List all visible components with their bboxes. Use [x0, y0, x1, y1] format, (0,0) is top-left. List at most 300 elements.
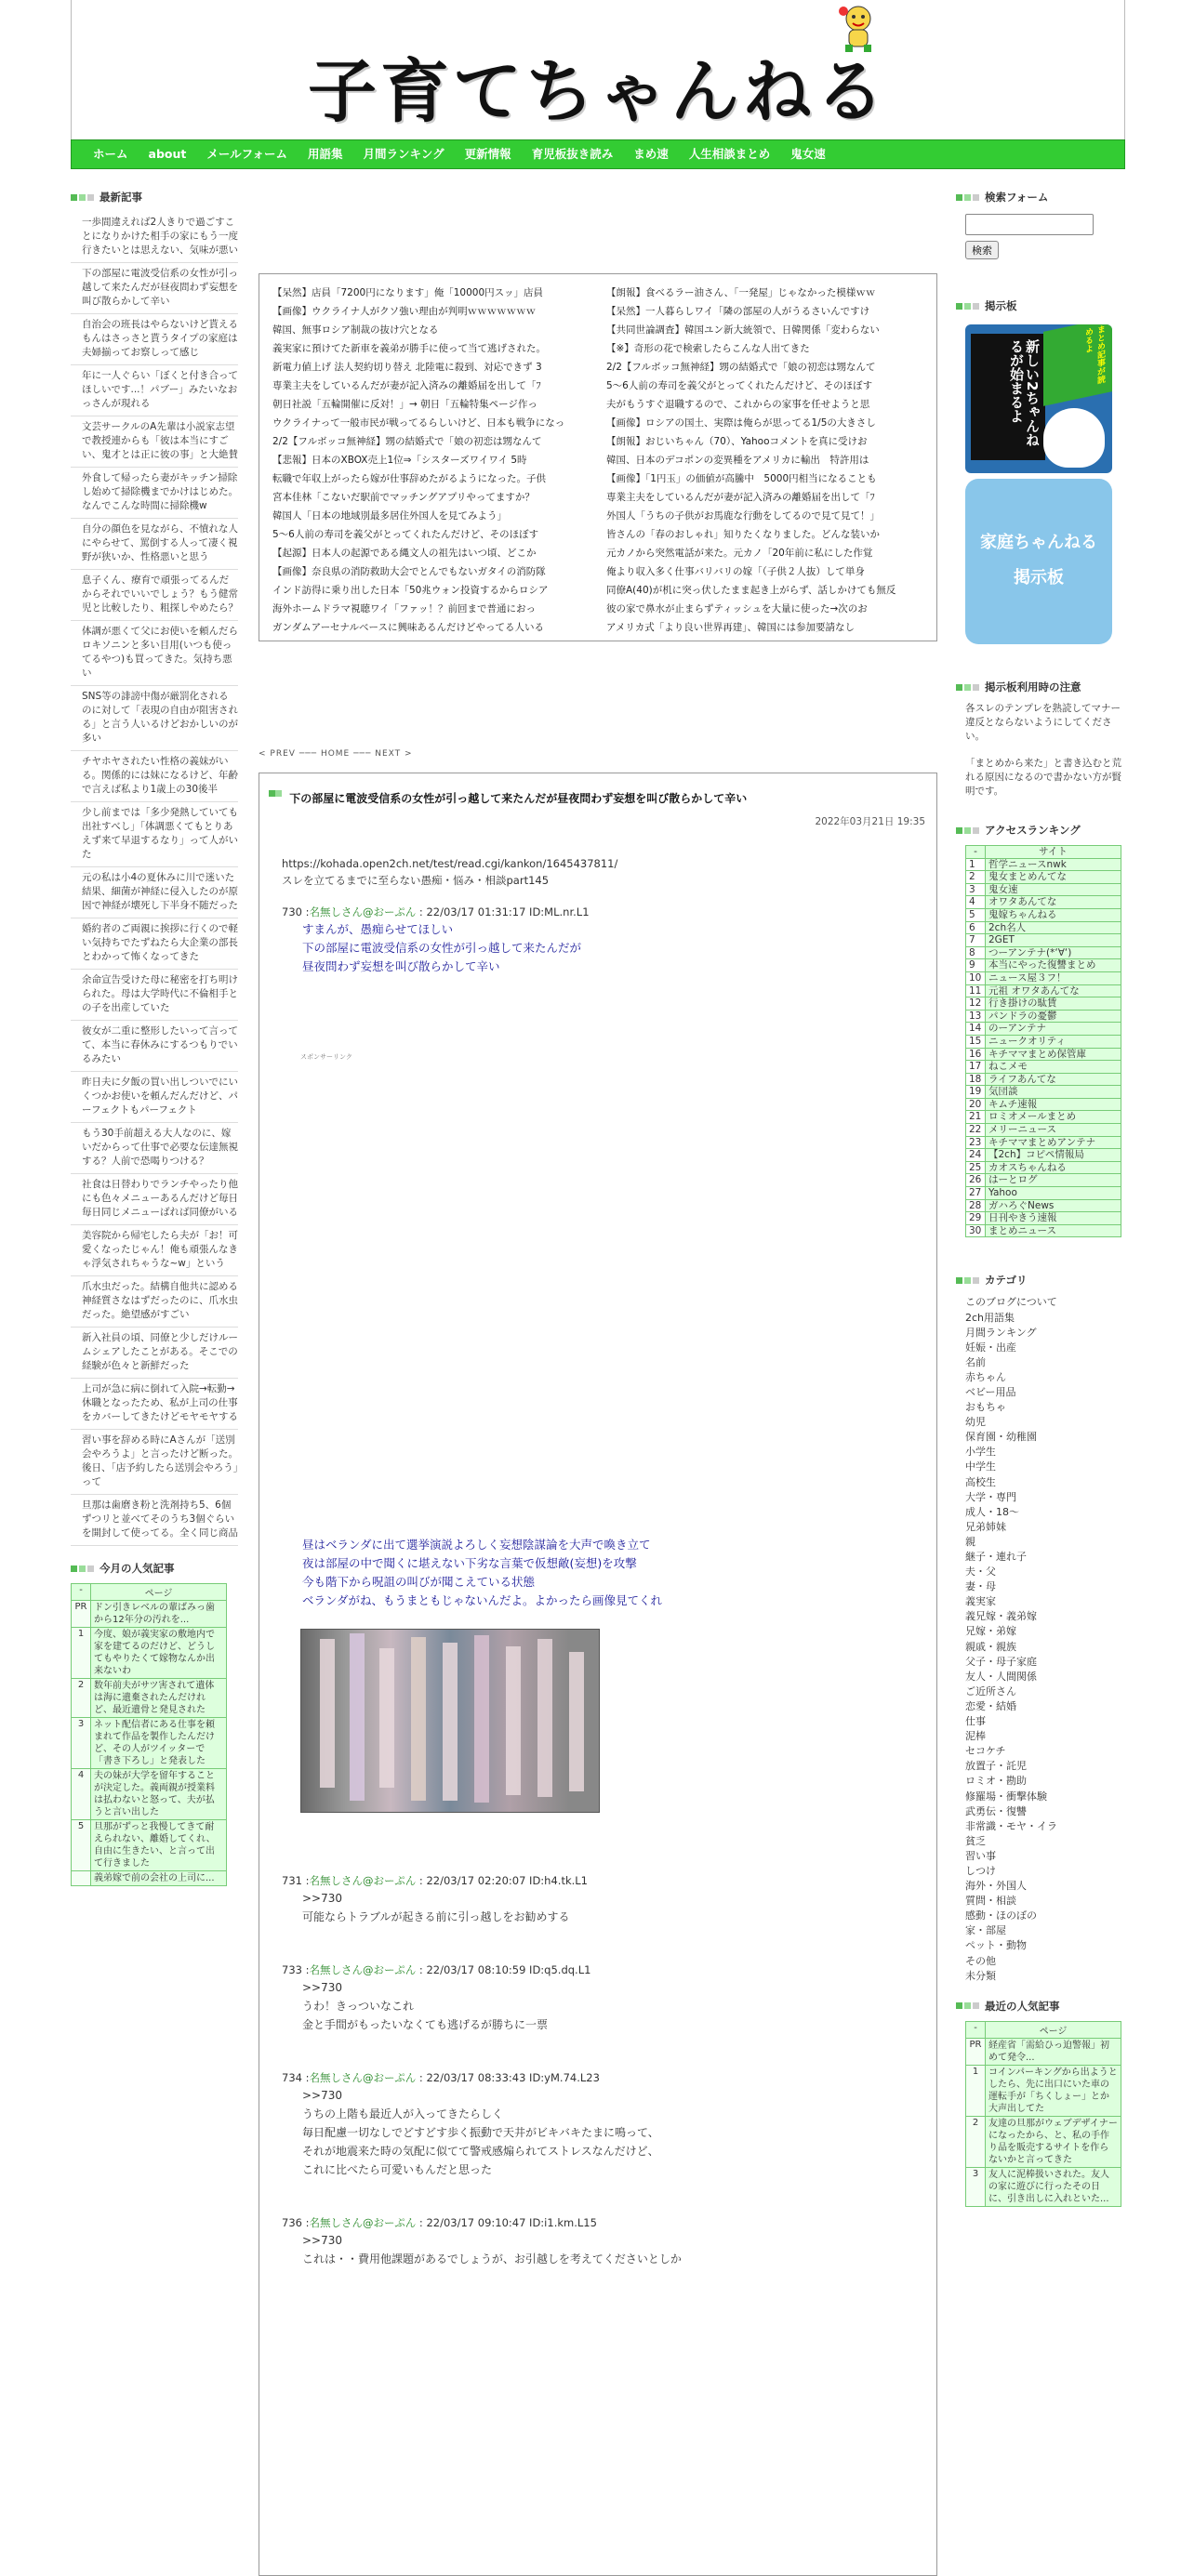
post-text: 金と手間がもったいなくても逃げるが勝ちに一票 [302, 2018, 549, 2031]
ranked-site-link[interactable]: 鬼女速 [986, 883, 1121, 896]
table-row[interactable] [966, 984, 1121, 997]
recent-articles-list [71, 212, 238, 1546]
ranked-site-link[interactable]: 本当にやった復讐まとめ [986, 959, 1121, 972]
section-title-board: 掲示板 [956, 298, 1123, 313]
ticker-headline-link[interactable]: アメリカ式「より良い世界再建」、韓国には参加要請なし [606, 622, 856, 633]
rank-number: 14 [966, 1023, 986, 1036]
section-title-access: アクセスランキング [956, 823, 1123, 838]
nav-updates[interactable]: 更新情報 [464, 147, 511, 161]
post-meta: 22/03/17 08:33:43 ID:yM.74.L23 [426, 2071, 600, 2084]
ticker-headline-link[interactable]: 同僚A(40)が机に突っ伏したまま起き上がらず、話しかけても無反 [606, 585, 896, 596]
ticker-headline-link[interactable]: 【悲報】日本のXBOX売上1位⇒「シスターズワイワイ 5時 [272, 455, 527, 466]
rank-number: 29 [966, 1212, 986, 1225]
poster-name: 名無しさん@おーぷん [309, 905, 417, 918]
ticker-headline-link[interactable]: 朝日社説「五輪開催に反対！」→ 朝日「五輪特集ページ作っ [272, 399, 537, 410]
category-link[interactable]: 非常識・モヤ・イラ [965, 1819, 1057, 1832]
category-link[interactable]: 兄嫁・弟嫁 [965, 1625, 1016, 1638]
ranked-article-link[interactable]: 今度、娘が義実家の敷地内で家を建てるのだけど、どうしてもやりたくて嫁物なんか出来ないわ [91, 1628, 227, 1679]
nav-home[interactable]: ホーム [93, 147, 128, 161]
recent-article-link[interactable]: 年に一人ぐらい「ぼくと付き合ってほしいです...！パブー」みたいなおっさんが現れる [71, 365, 238, 416]
table-row[interactable] [72, 1718, 227, 1769]
ranked-site-link[interactable]: ライフあんてな [986, 1073, 1121, 1086]
search-form [965, 214, 1123, 259]
recent-article-link[interactable]: 美容院から帰宅したら夫が「お！可愛くなったじゃん！俺も頑張んなきゃ浮気されちゃうな~w」という [71, 1225, 238, 1276]
recent-article-link[interactable]: 体調が悪くて父にお使いを頼んだらロキソニンと多い目用(いつも使ってるやつ)も買ってきた。気持ち悪い [71, 621, 238, 686]
rank-number: 16 [966, 1048, 986, 1061]
ticker-headline-link[interactable]: 【呆然】一人暮らしワイ「隣の部屋の人がうるさいんですけ [606, 306, 870, 317]
category-link[interactable]: ペット・動物 [965, 1939, 1027, 1952]
ticker-headline-link[interactable]: 【画像】ウクライナ人がクソ強い理由が判明ｗｗｗｗｗｗｗ [272, 306, 537, 317]
category-link[interactable]: このブログについて [965, 1296, 1057, 1309]
table-row[interactable] [72, 1820, 227, 1871]
category-link[interactable]: ご近所さん [965, 1684, 1016, 1698]
table-row[interactable] [966, 946, 1121, 959]
ranked-site-link[interactable]: 2GET [986, 934, 1121, 947]
post-text: それが地震来た時の気配に似てて警戒感煽られてストレスなんだけど、 [302, 2145, 659, 2158]
ticker-headline-link[interactable]: 元カノから突然電話が来た。元カノ「20年前に私にした作覚 [606, 548, 873, 559]
ticker-headline-link[interactable]: 専業主夫をしているんだが妻が記入済みの離婚届を出して「ﾌ [272, 380, 541, 391]
post-header: 733 :名無しさん@おーぷん : 22/03/17 08:10:59 ID:q5.dq.L1 [282, 1963, 591, 1976]
category-link[interactable]: 貧乏 [965, 1834, 986, 1847]
post [282, 2214, 925, 2268]
banner-text: 新しい2ちゃんねるが始まるよ [971, 334, 1045, 460]
rank-number: 15 [966, 1035, 986, 1048]
table-row[interactable] [966, 921, 1121, 934]
table-row[interactable] [966, 1124, 1121, 1137]
table-row[interactable] [966, 1136, 1121, 1149]
category-link[interactable]: 父子・母子家庭 [965, 1655, 1037, 1668]
ticker-headline-link[interactable]: 外国人「うちの子供がお馬鹿な行動をしてるので見て見て！」 [606, 510, 880, 522]
rank-number: 28 [966, 1199, 986, 1212]
category-link[interactable]: 泥棒 [965, 1730, 986, 1743]
ticker-headline-link[interactable]: 夫がもうすぐ退職するので、これからの家事を任せようと思 [606, 399, 870, 410]
rank-number: 12 [966, 997, 986, 1011]
col-header-rank: - [72, 1584, 91, 1601]
table-row[interactable] [966, 2167, 1121, 2206]
table-row[interactable] [966, 1111, 1121, 1124]
rank-number: 3 [966, 883, 986, 896]
section-title-category: カテゴリ [956, 1273, 1123, 1288]
post-text: 昼夜問わず妄想を叫び散らかして辛い [302, 959, 500, 973]
col-header-site: サイト [986, 846, 1121, 859]
table-row[interactable] [966, 871, 1121, 884]
reply-anchor-link[interactable]: >>730 [302, 1892, 343, 1905]
rank-number: 1 [966, 858, 986, 871]
post-header: 736 :名無しさん@おーぷん : 22/03/17 09:10:47 ID:i1.km.L15 [282, 2216, 597, 2229]
table-row[interactable] [966, 1187, 1121, 1200]
category-link[interactable]: 友人・人間関係 [965, 1670, 1037, 1683]
ticker-headline-link[interactable]: 2/2【フルボッコ無神経】甥の結婚式で「娘の初恋は甥なんて [272, 436, 542, 447]
recent-article-link[interactable]: 婚約者のご両親に挨拶に行くので軽い気持ちでたずねたら大企業の部長とわかって怖くなってきた [71, 918, 238, 970]
category-link[interactable]: 義兄嫁・義弟嫁 [965, 1610, 1037, 1623]
ranked-site-link[interactable]: Yahoo [986, 1187, 1121, 1200]
source-thread-title: スレを立てるまでに至らない愚痴・悩み・相談part145 [282, 874, 550, 887]
section-title-recent-popular: 最近の人気記事 [956, 1999, 1123, 2014]
home-link[interactable]: HOME [320, 749, 351, 759]
table-row[interactable] [966, 1149, 1121, 1162]
ranked-site-link[interactable]: 元祖 オワタあんてな [986, 984, 1121, 997]
ticker-headline-link[interactable]: 【朗報】おじいちゃん（70）、Yahooコメントを真に受けお [606, 436, 868, 447]
table-row[interactable] [966, 908, 1121, 921]
table-row[interactable] [966, 1199, 1121, 1212]
recent-article-link[interactable]: 爪水虫だった。結構自他共に認める神経質さなはずだったのに、爪水虫だった。絶望感がすごい [71, 1276, 238, 1328]
category-link[interactable]: 大学・専門 [965, 1490, 1016, 1503]
ranked-site-link[interactable]: キチママまとめ保管庫 [986, 1048, 1121, 1061]
reply-anchor-link[interactable]: >>730 [302, 1981, 343, 1994]
table-row[interactable] [966, 1086, 1121, 1099]
rank-number: 11 [966, 984, 986, 997]
ranked-article-link[interactable]: 友達の旦那がウェブデザイナーになったから、と、私の手作り品を販売するサイトを作らないかと言ってきた [986, 2116, 1121, 2167]
ranked-site-link[interactable]: メリーニュース [986, 1124, 1121, 1137]
category-link[interactable]: 恋愛・結婚 [965, 1699, 1016, 1712]
recent-article-link[interactable]: 彼女が二重に整形したいって言ってて、本当に春休みにするつもりでいるみたい [71, 1021, 238, 1072]
nav-ikuji-digest[interactable]: 育児板抜き読み [531, 147, 614, 161]
recent-article-link[interactable]: チヤホヤされたい性格の義妹がいる。関係的には妹になるけど、年齢で言えば私より1歳上の30後半 [71, 751, 238, 802]
category-link[interactable]: 小学生 [965, 1446, 996, 1459]
nav-about[interactable]: about [148, 147, 187, 161]
rank-number: 17 [966, 1061, 986, 1074]
ticker-headline-link[interactable]: 5～6人前の寿司を義父がとってくれたんだけど、そのほぼす [606, 380, 873, 391]
table-row[interactable] [966, 896, 1121, 909]
rank-number: 2 [966, 2116, 986, 2167]
recent-article-link[interactable]: 余命宣告受けた母に秘密を打ち明けられた。母は大学時代に不倫相手との子を出産していた [71, 970, 238, 1021]
post-text: これは・・費用他課題があるでしょうが、お引越しを考えてくださいとしか [302, 2252, 682, 2266]
article-title[interactable]: 下の部屋に電波受信系の女性が引っ越して来たんだが昼夜問わず妄想を叫び散らかして辛い [269, 790, 936, 806]
recent-article-link[interactable]: 社食は日替わりでランチやったり他にも色々メニューあるんだけど毎日毎日同じメニューばれば同僚がいる [71, 1174, 238, 1225]
rank-number: 8 [966, 946, 986, 959]
post-number: 736 [282, 2216, 302, 2229]
category-link[interactable]: 放置子・託児 [965, 1760, 1027, 1773]
new-2ch-banner[interactable] [965, 324, 1112, 473]
rank-number: 5 [72, 1820, 91, 1871]
table-row[interactable] [966, 1061, 1121, 1074]
ranked-site-link[interactable]: ニュース屋３フ！ [986, 971, 1121, 984]
category-link[interactable]: 妻・母 [965, 1580, 996, 1593]
ticker-headline-link[interactable]: 【起源】日本人の起源である縄文人の祖先はいつ頃、どこか [272, 548, 537, 559]
katei-channel-banner[interactable]: 家庭ちゃんねる 掲示板 [965, 479, 1112, 644]
ranked-site-link[interactable]: キムチ速報 [986, 1098, 1121, 1111]
category-link[interactable]: 中学生 [965, 1460, 996, 1473]
ranked-article-link[interactable]: 旦那がずっと我慢してきて耐えられない、離婚してくれ、自由に生きたい、と言って出て行きました [91, 1820, 227, 1871]
table-row[interactable] [72, 1871, 227, 1886]
category-link[interactable]: 義実家 [965, 1595, 996, 1608]
ticker-headline-link[interactable]: 専業主夫をしているんだが妻が記入済みの離婚届を出して「ﾌ [606, 492, 875, 503]
rank-number: 10 [966, 971, 986, 984]
table-row[interactable] [966, 1035, 1121, 1048]
rank-number: 5 [966, 908, 986, 921]
category-link[interactable]: 幼児 [965, 1416, 986, 1429]
ranked-article-link[interactable]: 経産省「需給ひっ迫警報」初めて発令... [986, 2038, 1121, 2065]
recent-article-link[interactable]: 自分の顔色を見ながら、不憤れな人にやらせて、罵倒する人って凄く視野が狭いか、性格悪いと思う [71, 519, 238, 570]
table-row[interactable] [72, 1601, 227, 1628]
category-link[interactable]: その他 [965, 1954, 996, 1967]
post-number: 734 [282, 2071, 302, 2084]
ticker-headline-link[interactable]: 義実家に預けてた新車を義弟が勝手に使って当て逃げされた。 [272, 343, 546, 354]
category-link[interactable]: 兄弟姉妹 [965, 1520, 1006, 1533]
ticker-headline-link[interactable]: 俺より収入多く仕事バリバリの嫁「（子供２人抜）して単身 [606, 566, 865, 577]
category-list [965, 1295, 1123, 1983]
category-link[interactable]: セコケチ [965, 1745, 1006, 1758]
reply-anchor-link[interactable]: >>730 [302, 2234, 343, 2247]
nav-monthly-ranking[interactable]: 月間ランキング [363, 147, 444, 161]
recent-article-link[interactable]: 昨日夫に夕飯の買い出しついでにいくつかお使いを頼んだんだけど、パーフェクトもパーフェクト [71, 1072, 238, 1123]
ticker-headline-link[interactable]: 【※】奇形の花で検索したらこんな人出てきた [606, 343, 810, 354]
recent-article-link[interactable]: 元の私は小4の夏休みに川で迷いた結果、細菌が神経に侵入したのが原因で神経が壊死し下半身不随だった [71, 867, 238, 918]
table-row[interactable] [966, 997, 1121, 1011]
category-link[interactable]: 妊娠・出産 [965, 1341, 1016, 1354]
ranked-article-link[interactable]: 友人に泥棒扱いされた。友人の家に遊びに行ったその日に、引き出しに入れといた... [986, 2167, 1121, 2206]
table-row[interactable] [966, 1212, 1121, 1225]
ticker-headline-link[interactable]: 韓国、日本のデコポンの変異種をアメリカに輸出 特許用は [606, 455, 869, 466]
rank-number: 6 [966, 921, 986, 934]
ranked-site-link[interactable]: パンドラの憂鬱 [986, 1010, 1121, 1023]
ticker-headline-link[interactable]: 海外ホームドラマ視聴ワイ「ファッ！？前回まで普通におっ [272, 603, 536, 614]
table-row[interactable] [966, 1073, 1121, 1086]
banner-badge: まとめ記事が読めるよ [1043, 324, 1112, 406]
category-link[interactable]: 未分類 [965, 1969, 996, 1982]
category-link[interactable]: 感動・ほのぼの [965, 1909, 1037, 1922]
category-link[interactable]: ベビー用品 [965, 1385, 1016, 1398]
ticker-headline-link[interactable]: 皆さんの「春のおしゃれ」知りたくなりました。どんな装いか [606, 529, 880, 540]
poster-name: 名無しさん@おーぷん [309, 1963, 417, 1976]
rank-number: PR [966, 2038, 986, 2065]
post-header: 730 :名無しさん@おーぷん : 22/03/17 01:31:17 ID:ML.nr.L1 [282, 905, 590, 918]
table-row[interactable] [966, 2116, 1121, 2167]
ranked-site-link[interactable]: カオスちゃんねる [986, 1161, 1121, 1174]
category-link[interactable]: 武勇伝・復讐 [965, 1804, 1027, 1817]
recent-article-link[interactable]: 息子くん、療育で頑張ってるんだからそれでいいでしょう？もう健常児と比較したり、粗探しやめたら？ [71, 570, 238, 621]
ranked-site-link[interactable]: 日刊やきう速報 [986, 1212, 1121, 1225]
post-text: 可能ならトラブルが起きる前に引っ越しをお勧めする [302, 1910, 570, 1923]
rank-number: 23 [966, 1136, 986, 1149]
nav-mailform[interactable]: メールフォーム [206, 147, 288, 161]
ticker-headline-link[interactable]: ガンダムアーセナルベースに興味あるんだけどやってる人いる [272, 622, 545, 633]
recent-article-link[interactable]: 少し前までは「多少発熱していても出社すべし」「体調悪くてもとりあえず来て早退するなり」って人がいた [71, 802, 238, 867]
post-text: ベランダがね、もうまともじゃないんだよ。よかったら画像見てくれ [302, 1593, 663, 1607]
category-link[interactable]: おもちゃ [965, 1401, 1006, 1414]
recent-article-link[interactable]: 一歩間違えれば2人きりで過ごすことになりかけた相手の家にもう一度行きたいとは思えない、気味が悪い [71, 212, 238, 263]
table-row[interactable] [72, 1769, 227, 1820]
category-link[interactable]: 保育園・幼稚園 [965, 1431, 1037, 1444]
post-header: 734 :名無しさん@おーぷん : 22/03/17 08:33:43 ID:yM.74.L23 [282, 2071, 600, 2084]
pager: < PREV ─── HOME ─── NEXT > [259, 749, 413, 759]
category-link[interactable]: 継子・連れ子 [965, 1551, 1027, 1563]
ranked-article-link[interactable]: 義弟嫁で前の会社の上司に... [91, 1871, 227, 1886]
ticker-headline-link[interactable]: 【共同世論調査】韓国ユン新大統領で、日韓関係「変わらない [606, 324, 880, 336]
rank-number: PR [72, 1601, 91, 1628]
ranked-site-link[interactable]: ロミオメールまとめ [986, 1111, 1121, 1124]
recent-article-link[interactable]: もう30手前超える大人なのに、嫁いだからって仕事で必要な伝達無視する？人前で恐喝りつける？ [71, 1123, 238, 1174]
table-row[interactable] [966, 1174, 1121, 1187]
ranked-article-link[interactable]: ドン引きレベルの輩ばみっ歯から12年分の汚れを... [91, 1601, 227, 1628]
ranked-site-link[interactable]: キチママまとめアンテナ [986, 1136, 1121, 1149]
ticker-headline-link[interactable]: 【呆然】店員「7200円になります」俺「10000円スッ」店員 [272, 287, 544, 298]
ticker-headline-link[interactable]: 宮本佳林「こないだ駅前でマッチングアプリやってますか？ [272, 492, 535, 503]
category-link[interactable]: 赤ちゃん [965, 1370, 1006, 1383]
notice-text: 各スレのテンプレを熟読してマナー違反とならないようにしてください。 [965, 703, 1121, 742]
post-text: うちの上階も最近人が入ってきたらしく [302, 2107, 504, 2120]
poster-name: 名無しさん@おーぷん [309, 2071, 417, 2084]
category-link[interactable]: 2ch用語集 [965, 1311, 1015, 1324]
category-link[interactable]: 名前 [965, 1355, 986, 1368]
balcony-photo[interactable] [300, 1629, 600, 1813]
replies [282, 1872, 925, 2268]
category-link[interactable]: 月間ランキング [965, 1326, 1037, 1339]
ticker-headline-link[interactable]: 5～6人前の寿司を義父がとってくれたんだけど、そのほぼす [272, 529, 539, 540]
ticker-headline-link[interactable]: 【画像】「1円玉」の価値が高騰中 5000円相当になることも [606, 473, 877, 484]
rank-number: 25 [966, 1161, 986, 1174]
recent-article-link[interactable]: 習い事を辞める時にAさんが「送別会やろうよ」と言ったけど断った。後日、「店予約したら送別会やろう」って [71, 1430, 238, 1495]
table-row[interactable] [966, 1010, 1121, 1023]
post-text: 今も階下から呪詛の叫びが聞こえている状態 [302, 1575, 536, 1589]
nav-kijosoku[interactable]: 鬼女速 [790, 147, 826, 161]
ranked-site-link[interactable]: つーアンテナ(*‘∀‘) [986, 946, 1121, 959]
table-row[interactable] [966, 2038, 1121, 2065]
recent-article-link[interactable]: 外食して帰ったら妻がキッチン掃除し始めて掃除機までかけはじめた。なんでこんな時間に掃除機w [71, 468, 238, 519]
table-row[interactable] [966, 2065, 1121, 2116]
nav-mamesoku[interactable]: まめ速 [633, 147, 669, 161]
table-row[interactable] [966, 959, 1121, 972]
recent-article-link[interactable]: 新入社員の頃、同僚と少しだけルームシェアしたことがある。そこでの経験が色々と新鮮だった [71, 1328, 238, 1379]
ticker-headline-link[interactable]: 転職で年収上がったら嫁が仕事辞めたがるようになった。子供 [272, 473, 546, 484]
table-row[interactable] [966, 1048, 1121, 1061]
table-row[interactable] [966, 883, 1121, 896]
ticker-headline-link[interactable]: 【画像】奈良県の消防救助大会でとんでもないガタイの消防隊 [272, 566, 546, 577]
ranked-site-link[interactable]: ニュークオリティ [986, 1035, 1121, 1048]
ranked-site-link[interactable]: まとめニュース [986, 1224, 1121, 1237]
recent-article-link[interactable]: 上司が急に病に倒れて入院→転勤→休職となったため、私が上司の仕事をカバーしてきたけどモヤモヤする [71, 1379, 238, 1430]
ranked-article-link[interactable]: ネット配信者にある仕事を頼まれて作品を製作したんだけど、その人がツイッターで「書き下ろし」と発表した [91, 1718, 227, 1769]
poster-name: 名無しさん@おーぷん [309, 2216, 417, 2229]
notice-text: 「まとめから来た」と書き込むと荒れる原因になるので書かない方が賢明です。 [965, 758, 1121, 797]
access-ranking-table [965, 845, 1121, 1237]
category-link[interactable]: 習い事 [965, 1849, 996, 1862]
category-link[interactable]: 高校生 [965, 1475, 996, 1488]
ticker-headline-link[interactable]: インド訪得に乗り出した日本「50兆ウォン投資するからロシア [272, 585, 549, 596]
category-link[interactable]: 質問・相談 [965, 1895, 1016, 1908]
recent-article-link[interactable]: SNS等の誹謗中傷が厳罰化されるのに対して「表現の自由が阻害される」と言う人いるけどおかしいのが多い [71, 686, 238, 751]
ranked-site-link[interactable]: 哲学ニュースnwk [986, 858, 1121, 871]
sponsor-label: スポンサーリンク [300, 1053, 352, 1061]
main-content [259, 182, 939, 2266]
rank-number: 26 [966, 1174, 986, 1187]
category-link[interactable]: 海外・外国人 [965, 1880, 1027, 1893]
post [282, 1872, 925, 1926]
table-row[interactable] [72, 1628, 227, 1679]
post-meta: 22/03/17 09:10:47 ID:i1.km.L15 [426, 2216, 597, 2229]
table-row[interactable] [966, 971, 1121, 984]
rank-number: 4 [72, 1769, 91, 1820]
ranked-site-link[interactable]: はーとログ [986, 1174, 1121, 1187]
category-link[interactable]: ロミオ・勘助 [965, 1775, 1027, 1788]
ranked-site-link[interactable]: 2ch名人 [986, 921, 1121, 934]
search-button[interactable]: 検索 [965, 241, 999, 259]
ticker-headline-link[interactable]: 2/2【フルボッコ無神経】甥の結婚式で「娘の初恋は甥なんて [606, 362, 876, 373]
site-logo[interactable]: 子育てちゃんねる [308, 52, 888, 132]
ticker-headline-link[interactable]: 彼の家で鼻水が止まらずティッシュを大量に使った→次のお [606, 603, 868, 614]
rank-number [72, 1871, 91, 1886]
ranked-site-link[interactable]: ねこメモ [986, 1061, 1121, 1074]
ranked-site-link[interactable]: 【2ch】コピペ情報局 [986, 1149, 1121, 1162]
ranked-site-link[interactable]: 鬼嫁ちゃんねる [986, 908, 1121, 921]
ranked-site-link[interactable]: 気団談 [986, 1086, 1121, 1099]
ticker-headline-link[interactable]: ウクライナって一般市民が戦ってるらしいけど、日本も戦争になっ [272, 417, 565, 429]
category-link[interactable]: 仕事 [965, 1715, 986, 1728]
search-input[interactable] [965, 214, 1094, 235]
ticker-column-left [272, 284, 590, 631]
table-row[interactable] [966, 1161, 1121, 1174]
nav-life-advice[interactable]: 人生相談まとめ [688, 147, 771, 161]
article-body [282, 855, 925, 976]
poster-name: 名無しさん@おーぷん [309, 1874, 417, 1887]
table-row[interactable] [966, 1098, 1121, 1111]
ticker-headline-link[interactable]: 【朗報】食べるラー油さん、「一発屋」じゃなかった模様ｗｗ [606, 287, 876, 298]
ranked-site-link[interactable]: のーアンテナ [986, 1023, 1121, 1036]
col-header-page: ページ [986, 2021, 1121, 2038]
source-url[interactable]: https://kohada.open2ch.net/test/read.cgi/kankon/1645437811/ [282, 857, 618, 870]
nav-glossary[interactable]: 用語集 [308, 147, 343, 161]
ticker-headline-link[interactable]: 韓国人「日本の地域別最多居住外国人を見てみよう」 [272, 510, 507, 522]
ticker-headline-link[interactable]: 韓国、無事ロシア制裁の抜け穴となる [272, 324, 439, 336]
ranked-article-link[interactable]: 数年前夫がサツ害されて遺体は海に遺棄されたんだけれど、最近遺骨と発見された [91, 1679, 227, 1718]
next-link[interactable]: NEXT > [375, 749, 413, 759]
rank-number: 27 [966, 1187, 986, 1200]
reply-anchor-link[interactable]: >>730 [302, 2089, 343, 2102]
article [259, 773, 937, 2576]
rank-number: 30 [966, 1224, 986, 1237]
table-row[interactable] [966, 1224, 1121, 1237]
category-link[interactable]: 家・部屋 [965, 1924, 1006, 1937]
post-text: すまんが、愚痴らせてほしい [302, 922, 454, 936]
ranked-site-link[interactable]: オワタあんてな [986, 896, 1121, 909]
recent-article-link[interactable]: 自治会の班長はやらないけど貰えるもんはさっさと貰うタイプの家庭は夫婦揃ってお察しって感じ [71, 314, 238, 365]
post-text: うわ！きっついなこれ [302, 2000, 415, 2013]
category-link[interactable]: 修羅場・衝撃体験 [965, 1790, 1047, 1803]
ranked-site-link[interactable]: 行き掛けの駄賃 [986, 997, 1121, 1011]
recent-article-link[interactable]: 文芸サークルのA先輩は小説家志望で教授連からも「彼は本当にすごい、鬼才とは正に彼の事」と大絶賛 [71, 416, 238, 468]
category-link[interactable]: しつけ [965, 1864, 996, 1877]
post-meta: 22/03/17 08:10:59 ID:q5.dq.L1 [426, 1963, 591, 1976]
category-link[interactable]: 夫・父 [965, 1565, 996, 1579]
table-row[interactable] [966, 1023, 1121, 1036]
recent-popular-table [965, 2021, 1121, 2207]
prev-link[interactable]: < PREV [259, 749, 296, 759]
table-row[interactable] [966, 934, 1121, 947]
post-text: これに比べたら可愛いもんだと思った [302, 2163, 493, 2176]
post-text: 下の部屋に電波受信系の女性が引っ越して来たんだが [302, 941, 582, 955]
article-date: 2022年03月21日 19:35 [815, 816, 925, 827]
category-link[interactable]: 親戚・親族 [965, 1640, 1016, 1653]
ticker-headline-link[interactable]: 新電力値上げ 法人契約切り替え 北陸電に殺到、対応できず 3 [272, 362, 542, 373]
post-meta: 22/03/17 02:20:07 ID:h4.tk.L1 [426, 1874, 588, 1887]
monthly-popular-table [71, 1583, 227, 1886]
rank-number: 7 [966, 934, 986, 947]
ranked-site-link[interactable]: 鬼女まとめんてな [986, 871, 1121, 884]
rank-number: 18 [966, 1073, 986, 1086]
post-continuation [282, 1536, 925, 1610]
category-link[interactable]: 親 [965, 1535, 975, 1548]
ranked-article-link[interactable]: コインパーキングから出ようとしたら、先に出口にいた車の運転手が「ちくしょー」とか大声出してた [986, 2065, 1121, 2116]
recent-article-link[interactable]: 下の部屋に電波受信系の女性が引っ越して来たんだが昼夜問わず妄想を叫び散らかして辛い [71, 263, 238, 314]
ticker-headline-link[interactable]: 【画像】ロシアの国土、実際は俺らが思ってる1/5の大きさし [606, 417, 876, 429]
rank-number: 4 [966, 896, 986, 909]
table-row[interactable] [966, 858, 1121, 871]
recent-article-link[interactable]: 旦那は歯磨き粉と洗剤持ち5、6個ずつリと並べてそのうち3個ぐらいを開封して使ってる。全く同じ商品 [71, 1495, 238, 1546]
ranked-site-link[interactable]: ガハろぐNews [986, 1199, 1121, 1212]
ranked-article-link[interactable]: 夫の妹が大学を留年することが決定した。義両親が授業料は払わないと怒って、夫が払うと言い出した [91, 1769, 227, 1820]
table-row[interactable] [72, 1679, 227, 1718]
category-link[interactable]: 成人・18～ [965, 1505, 1019, 1518]
